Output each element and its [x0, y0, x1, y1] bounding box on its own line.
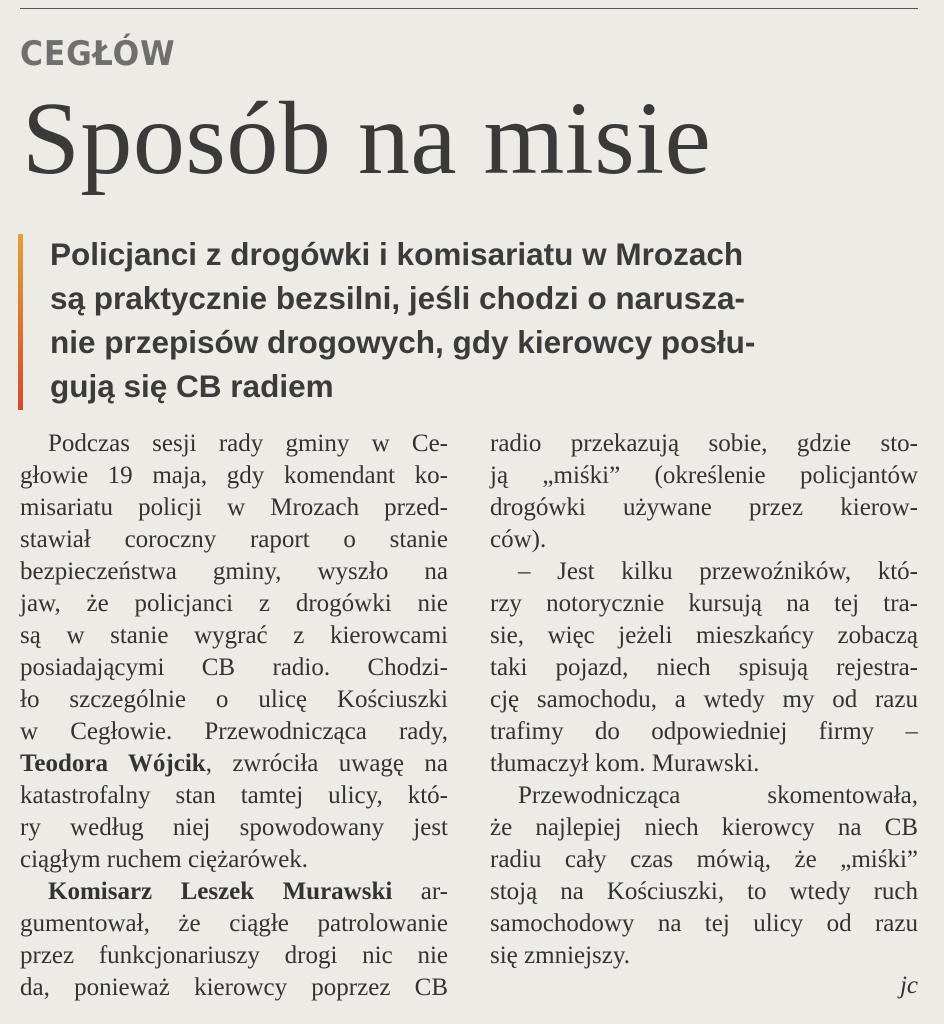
- text-line: się zmniejszy.: [490, 942, 631, 969]
- text-line: katastrofalny stan tamtej ulicy, któ-: [20, 782, 448, 809]
- text-line: głowie 19 maja, gdy komendant ko-: [20, 462, 448, 489]
- text-line: że najlepiej niech kierowcy na CB: [490, 814, 918, 841]
- paragraph: [490, 428, 918, 556]
- text-line: przez funkcjonariuszy drogi nic nie: [20, 942, 448, 969]
- text-line: sie, więc jeżeli mieszkańcy zobaczą: [490, 622, 918, 649]
- text-line: rzy notorycznie kursują na tej tra-: [490, 590, 918, 617]
- lead-line: są praktycznie bezsilni, jeśli chodzi o narusza-: [50, 280, 745, 316]
- paragraph: [490, 556, 918, 780]
- text-line: radio przekazują sobie, gdzie sto-: [490, 430, 918, 457]
- lead-accent-bar: [18, 234, 23, 410]
- text-line: Podczas sesji rady gminy w Ce-: [48, 430, 448, 457]
- text-line: posiadającymi CB radio. Chodzi-: [20, 654, 448, 681]
- text-line: są w stanie wygrać z kierowcami: [20, 622, 448, 649]
- article-column-right: [490, 428, 918, 972]
- text-line: cję samochodu, a wtedy my od razu: [490, 686, 918, 713]
- text-line: ciągłym ruchem ciężarówek.: [20, 846, 309, 873]
- text-line: samochodowy na tej ulicy od razu: [490, 910, 918, 937]
- text-line: misariatu policji w Mrozach przed-: [20, 494, 448, 521]
- text-line: trafimy do odpowiedniej firmy –: [490, 718, 918, 745]
- text-line: stoją na Kościuszki, to wtedy ruch: [490, 878, 918, 905]
- text-line: ło szczególnie o ulicę Kościuszki: [20, 686, 448, 713]
- paragraph: [20, 876, 448, 1004]
- text-line: da, ponieważ kierowcy poprzez CB: [20, 974, 448, 1001]
- text-line: drogówki używane przez kierow-: [490, 494, 918, 521]
- article-column-left: [20, 428, 448, 1004]
- text-line: jaw, że policjanci z drogówki nie: [20, 590, 448, 617]
- text-fragment: , zwróciła uwagę na: [205, 750, 448, 777]
- author-byline: jc: [899, 972, 918, 999]
- text-line: ją „miśki” (określenie policjantów: [490, 462, 918, 489]
- text-line: [20, 748, 448, 780]
- headline: Sposób na misie: [22, 81, 712, 196]
- lead-paragraph: [50, 232, 920, 408]
- text-line: ry według niej spowodowany jest: [20, 814, 448, 841]
- person-name-wojcik: Teodora Wójcik: [20, 750, 206, 777]
- text-line: Przewodnicząca skomentowała,: [518, 782, 918, 809]
- text-line: gumentował, że ciągłe patrolowanie: [20, 910, 448, 937]
- text-fragment: ar-: [392, 878, 449, 905]
- text-line: [20, 876, 448, 908]
- person-name-murawski: Komisarz Leszek Murawski: [48, 878, 393, 905]
- paragraph: [490, 780, 918, 972]
- lead-line: gują się CB radiem: [50, 368, 334, 404]
- text-line: tłumaczył kom. Murawski.: [490, 750, 760, 777]
- lead-line: Policjanci z drogówki i komisariatu w Mrozach: [50, 236, 744, 272]
- lead-line: nie przepisów drogowych, gdy kierowcy posłu-: [50, 324, 756, 360]
- text-line: taki pojazd, niech spisują rejestra-: [490, 654, 918, 681]
- top-rule: [20, 8, 918, 9]
- text-line: w Cegłowie. Przewodnicząca rady,: [20, 718, 448, 745]
- text-line: bezpieczeństwa gminy, wyszło na: [20, 558, 448, 585]
- paragraph: [20, 428, 448, 876]
- section-label: CEGŁÓW: [20, 34, 176, 74]
- text-line: – Jest kilku przewoźników, któ-: [518, 558, 918, 585]
- text-line: ców).: [490, 526, 547, 553]
- text-line: radiu cały czas mówią, że „miśki”: [490, 846, 918, 873]
- text-line: stawiał coroczny raport o stanie: [20, 526, 448, 553]
